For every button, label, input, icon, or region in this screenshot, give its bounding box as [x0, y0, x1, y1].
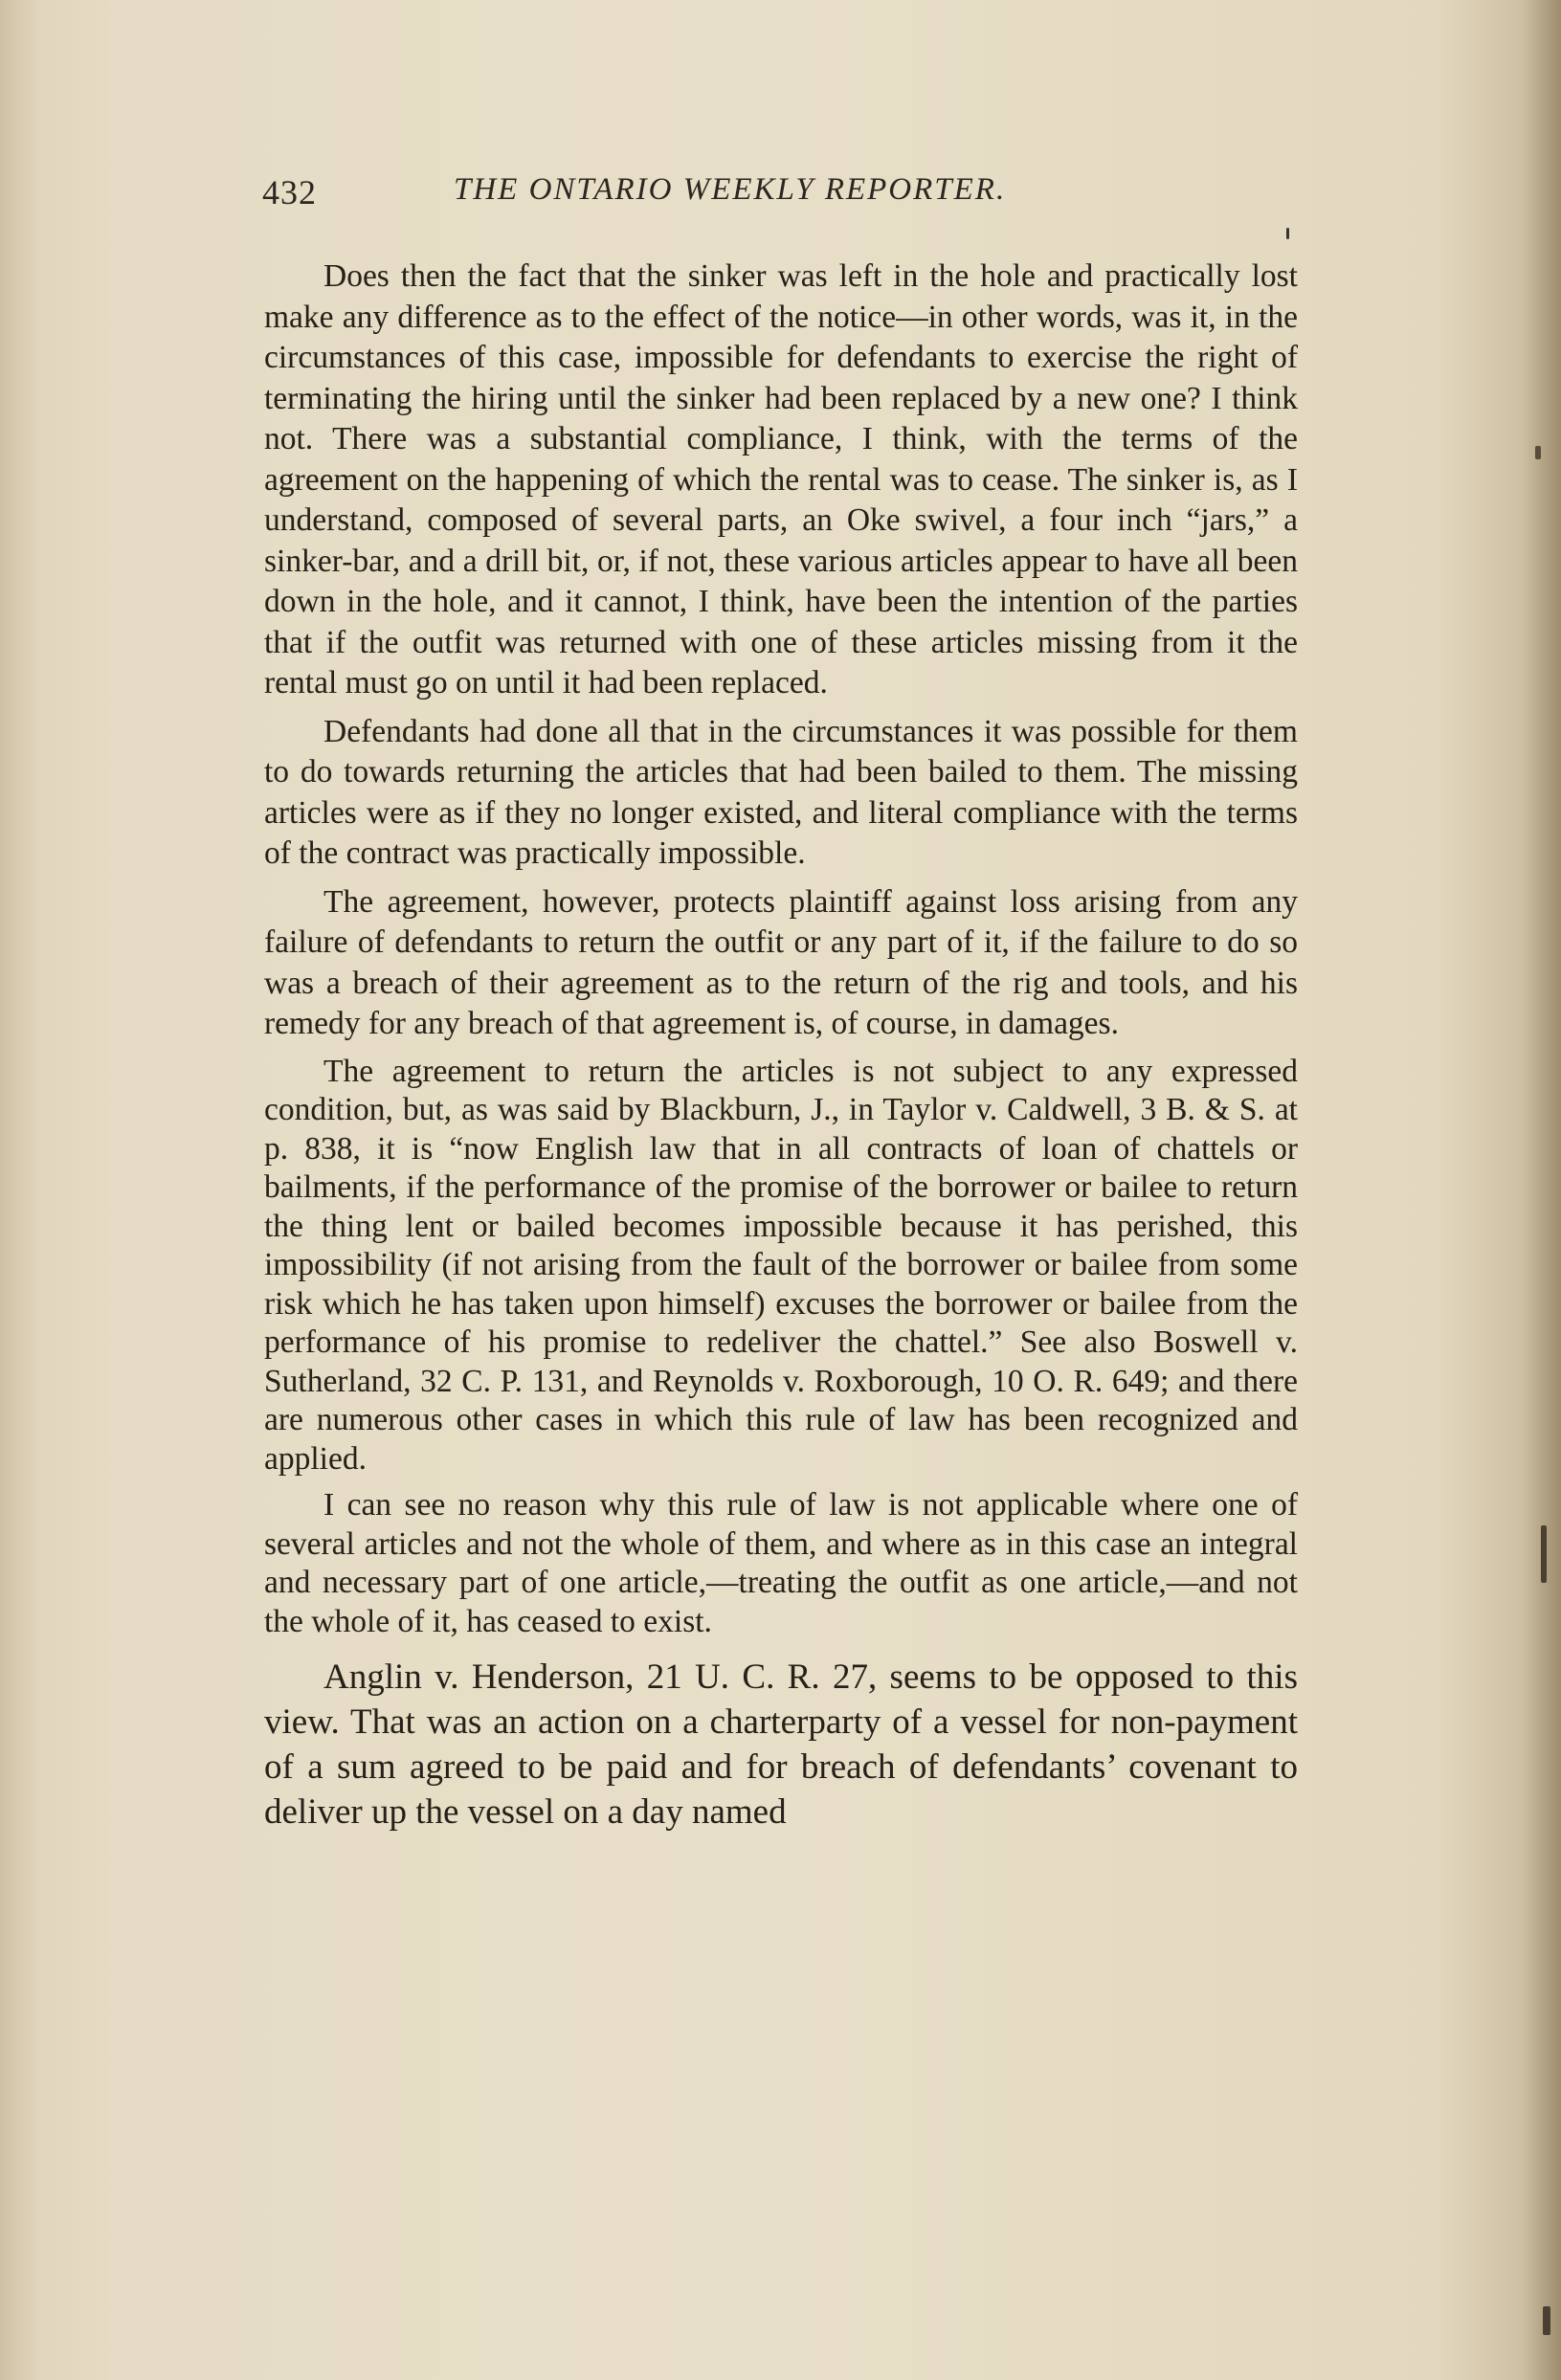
running-title: THE ONTARIO WEEKLY REPORTER.	[454, 172, 1007, 207]
margin-mark	[1286, 228, 1289, 239]
paragraph: Anglin v. Henderson, 21 U. C. R. 27, seems to be opposed to this view. That was an action on a charterparty of a vessel for non-payment of a sum agreed to be paid and for breach of defendants’ covenant to deliver up the vessel on a day named	[264, 1657, 1298, 1832]
paragraph: The agreement, however, protects plaintiff against loss arising from any failure of defendants to return the outfit or any part of it, if the failure to do so was a breach of their agreement as to the return of the rig and tools, and his remedy for any breach of that agreement is, of course, in damages.	[264, 883, 1298, 1041]
page-edge-shadow	[1521, 0, 1561, 2380]
paragraph: The agreement to return the articles is not subject to any expressed condition, but, as was said by Blackburn, J., in Taylor v. Caldwell, 3 B. & S. at p. 838, it is “now English law that in all contracts of loan of chattels or bailments, if the performance of the promise of the borrower or bailee to return the thing lent or bailed becomes impossible because it has perished, this impossibility (if not arising from the fault of the borrower or bailee from some risk which he has taken upon himself) excuses the borrower or bailee from the performance of his promise to redeliver the chattel.” See also Boswell v. Sutherland, 32 C. P. 131, and Reynolds v. Roxborough, 10 O. R. 649; and there are numerous other cases in which this rule of law has been recognized and applied.	[264, 1053, 1298, 1477]
margin-mark	[1541, 1525, 1547, 1583]
body-text	[264, 256, 1298, 1842]
page-number: 432	[262, 173, 317, 211]
paragraph: Does then the fact that the sinker was left in the hole and practically lost make any difference as to the effect of the notice—in other words, was it, in the circumstances of this case, impossible for defendants to exercise the right of terminating the hiring until the sinker had been replaced by a new one? I think not. There was a substantial compliance, I think, with the terms of the agreement on the happening of which the rental was to cease. The sinker is, as I understand, composed of several parts, an Oke swivel, a four inch “jars,” a sinker-bar, and a drill bit, or, if not, these various articles appear to have all been down in the hole, and it cannot, I think, have been the intention of the parties that if the outfit was returned with one of these articles missing from it the rental must go on until it had been replaced.	[264, 258, 1298, 701]
margin-mark	[1543, 2306, 1550, 2335]
paragraph: Defendants had done all that in the circumstances it was possible for them to do towards returning the articles that had been bailed to them. The missing articles were as if they no longer existed, and literal compliance with the terms of the contract was practically impossible.	[264, 713, 1298, 871]
margin-mark	[1535, 446, 1541, 459]
paragraph: I can see no reason why this rule of law is not applicable where one of several articles and not the whole of them, and where as in this case an integral and necessary part of one article,—treating the outfit as one article,—and not the whole of it, has ceased to exist.	[264, 1487, 1298, 1639]
page-header	[262, 168, 1315, 216]
